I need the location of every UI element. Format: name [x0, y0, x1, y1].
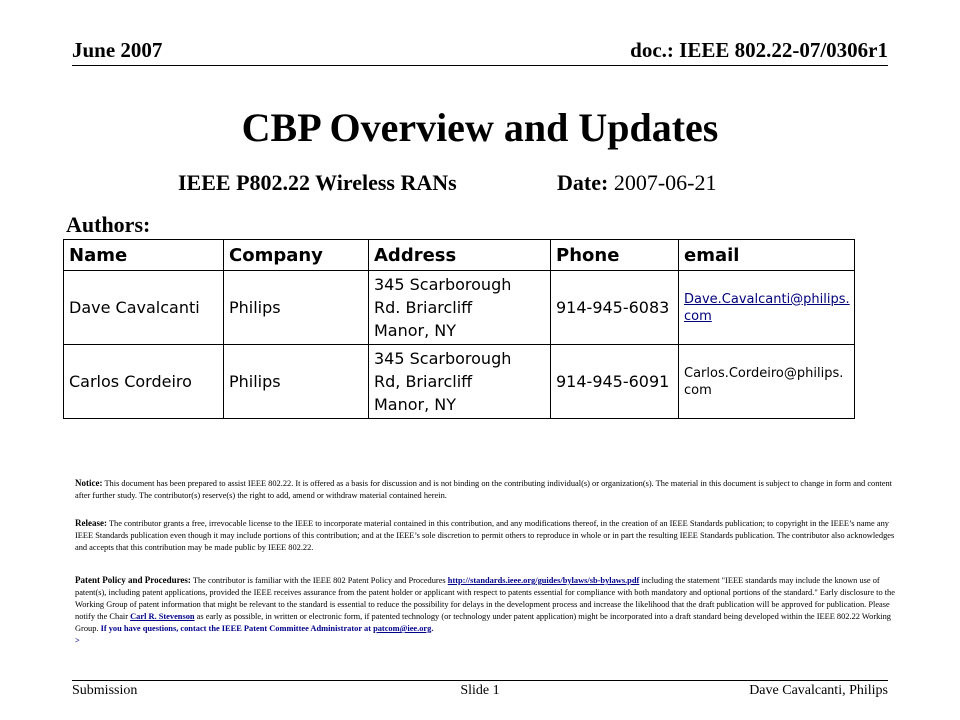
- slide-date: [557, 170, 716, 196]
- bylaws-link[interactable]: http://standards.ieee.org/guides/bylaws/sb-bylaws.pdf: [447, 576, 640, 585]
- footer-divider: [72, 680, 888, 681]
- col-header-phone: Phone: [551, 240, 679, 271]
- patent-text-1: The contributor is familiar with the IEEE 802 Patent Policy and Procedures: [192, 576, 446, 585]
- release-paragraph: [75, 517, 895, 554]
- author-phone: 914-945-6083: [551, 271, 679, 345]
- author-address: [369, 271, 551, 345]
- date-label: Date:: [557, 170, 609, 195]
- slide-title: CBP Overview and Updates: [241, 105, 719, 150]
- patent-tail: >: [75, 636, 80, 645]
- col-header-address: Address: [369, 240, 551, 271]
- author-name: Carlos Cordeiro: [64, 345, 224, 419]
- chair-link[interactable]: Carl R. Stevenson: [130, 612, 195, 621]
- notice-paragraph: [75, 477, 895, 502]
- release-label: Release:: [75, 518, 107, 528]
- address-line: 345 Scarborough: [374, 349, 512, 368]
- patent-questions-text: If you have questions, contact the IEEE Patent Committee Administrator at: [100, 624, 371, 633]
- col-header-company: Company: [224, 240, 369, 271]
- author-company: Philips: [224, 271, 369, 345]
- address-line: Rd, Briarcliff: [374, 372, 473, 391]
- author-email-cell: [679, 271, 855, 345]
- patcom-email-link[interactable]: patcom@iee.org: [373, 624, 432, 633]
- table-row: [64, 345, 855, 419]
- header-divider: [72, 65, 888, 66]
- patent-label: Patent Policy and Procedures:: [75, 575, 191, 585]
- footer-author: Dave Cavalcanti, Philips: [749, 683, 888, 698]
- author-email-cell: [679, 345, 855, 419]
- footer-submission: Submission: [72, 683, 138, 698]
- table-header-row: [64, 240, 855, 271]
- header-doc-id: doc.: IEEE 802.22-07/0306r1: [630, 38, 888, 62]
- author-company: Philips: [224, 345, 369, 419]
- author-email-link[interactable]: Dave.Cavalcanti@philips. com: [684, 291, 850, 324]
- author-name: Dave Cavalcanti: [64, 271, 224, 345]
- notice-text: This document has been prepared to assist IEEE 802.22. It is offered as a basis for discussion and is not binding on the contributing individual(s) or organization(s). The material in this document is subject to change in form and content after further study. The contributor(s) reserve(s) the right to add, amend or withdraw material contained herein.: [75, 479, 892, 500]
- author-address: [369, 345, 551, 419]
- address-line: Rd. Briarcliff: [374, 298, 473, 317]
- working-group: IEEE P802.22 Wireless RANs: [178, 170, 457, 195]
- authors-table: [63, 239, 855, 419]
- address-line: Manor, NY: [374, 395, 457, 414]
- col-header-name: Name: [64, 240, 224, 271]
- date-value: 2007-06-21: [613, 170, 717, 195]
- col-header-email: email: [679, 240, 855, 271]
- release-text: The contributor grants a free, irrevocable license to the IEEE to incorporate material contained in this contribution, and any modifications thereof, in the creation of an IEEE Standards publication; to copyright in the IEEE’s name any IEEE Standards publication even though it may include portions of this contribution; and at the IEEE’s sole discretion to permit others to reproduce in whole or in part the resulting IEEE Standards publication. The contributor also acknowledges and accepts that this contribution may be made public by IEEE 802.22.: [75, 519, 895, 552]
- table-row: [64, 271, 855, 345]
- author-email-text: Carlos.Cordeiro@philips. com: [684, 365, 844, 398]
- notice-label: Notice:: [75, 478, 103, 488]
- authors-label: Authors:: [66, 212, 151, 237]
- address-line: 345 Scarborough: [374, 275, 512, 294]
- patent-text-2: including the statement "IEEE standards may include the known use of patent(s), including patent applications, provided the IEEE receives assurance from the patent holder or applicant with respect to patents essential for compliance with both mandatory and optional portions of the standard." Early disclosure to the Working Group of patent information that might be relevant to the standard is essential to reduce the possibility for delays in the development process and increase the likelihood that the draft publication will be approved for publication. Please notify the Chair: [75, 576, 895, 621]
- author-phone: 914-945-6091: [551, 345, 679, 419]
- header-date: June 2007: [72, 38, 163, 62]
- patent-text-3: as early as possible, in written or electronic form, if patented technology (or technology under patent application) might be incorporated into a draft standard being developed within the IEEE 802.22 Working Group.: [75, 612, 891, 633]
- footer-slide-number: Slide 1: [460, 683, 500, 698]
- patent-paragraph: Patent Policy and Procedures: The contributor is familiar with the IEEE 802 Patent Policy and Procedures http://standards.ieee.org/guides/bylaws/sb-bylaws.pdf including the statement "IEEE standards may include the known use of patent(s), including patent applications, provided the IEEE receives assurance from the patent holder or applicant with respect to patents essential for compliance with both mandatory and optional portions of the standard." Early disclosure to the Working Group of patent information that might be relevant to the standard is essential to reduce the possibility for delays in the development process and increase the likelihood that the draft publication will be approved for publication. Please notify the Chair Carl R. Stevenson as early as possible, in written or electronic form, if patented technology (or technology under patent application) might be incorporated into a draft standard being developed within the IEEE 802.22 Working Group. If you have questions, contact the IEEE Patent Committee Administrator at patcom@iee.org. >: [75, 575, 895, 645]
- address-line: Manor, NY: [374, 321, 457, 340]
